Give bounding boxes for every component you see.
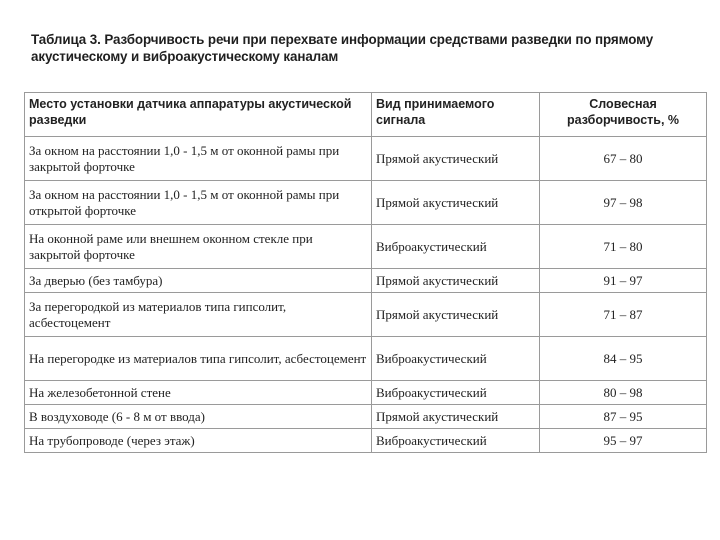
cell-intelligibility: 71 – 87: [540, 293, 707, 337]
table-row: [25, 405, 707, 429]
table-row: [25, 337, 707, 381]
cell-intelligibility: 97 – 98: [540, 181, 707, 225]
table-row: [25, 293, 707, 337]
cell-signal: Прямой акустический: [372, 293, 540, 337]
cell-signal: Виброакустический: [372, 337, 540, 381]
table-row: [25, 137, 707, 181]
cell-signal: Прямой акустический: [372, 269, 540, 293]
table-row: [25, 181, 707, 225]
cell-place: За окном на расстоянии 1,0 - 1,5 м от оконной рамы при закрытой форточке: [25, 137, 372, 181]
cell-place: На перегородке из материалов типа гипсолит, асбестоцемент: [25, 337, 372, 381]
cell-signal: Прямой акустический: [372, 181, 540, 225]
table-row: [25, 381, 707, 405]
cell-place: На трубопроводе (через этаж): [25, 429, 372, 453]
cell-intelligibility: 87 – 95: [540, 405, 707, 429]
cell-place: На железобетонной стене: [25, 381, 372, 405]
cell-signal: Виброакустический: [372, 381, 540, 405]
table-row: [25, 429, 707, 453]
cell-intelligibility: 95 – 97: [540, 429, 707, 453]
header-signal: Вид принимаемого сигнала: [372, 93, 540, 137]
cell-place: За дверью (без тамбура): [25, 269, 372, 293]
header-place: Место установки датчика аппаратуры акустической разведки: [25, 93, 372, 137]
cell-signal: Виброакустический: [372, 429, 540, 453]
cell-intelligibility: 80 – 98: [540, 381, 707, 405]
intelligence-table: [24, 92, 707, 453]
cell-signal: Прямой акустический: [372, 405, 540, 429]
cell-place: В воздуховоде (6 - 8 м от ввода): [25, 405, 372, 429]
cell-place: На оконной раме или внешнем оконном стекле при закрытой форточке: [25, 225, 372, 269]
header-intelligibility: Словесная разборчивость, %: [540, 93, 707, 137]
cell-intelligibility: 84 – 95: [540, 337, 707, 381]
cell-signal: Прямой акустический: [372, 137, 540, 181]
table-row: [25, 269, 707, 293]
table-caption: Таблица 3. Разборчивость речи при перехвате информации средствами разведки по прямому акустическому и виброакустическому каналам: [31, 32, 654, 64]
cell-intelligibility: 67 – 80: [540, 137, 707, 181]
table-header-row: [25, 93, 707, 137]
cell-signal: Виброакустический: [372, 225, 540, 269]
cell-place: За окном на расстоянии 1,0 - 1,5 м от оконной рамы при открытой форточке: [25, 181, 372, 225]
cell-intelligibility: 91 – 97: [540, 269, 707, 293]
cell-place: За перегородкой из материалов типа гипсолит, асбестоцемент: [25, 293, 372, 337]
table-row: [25, 225, 707, 269]
cell-intelligibility: 71 – 80: [540, 225, 707, 269]
